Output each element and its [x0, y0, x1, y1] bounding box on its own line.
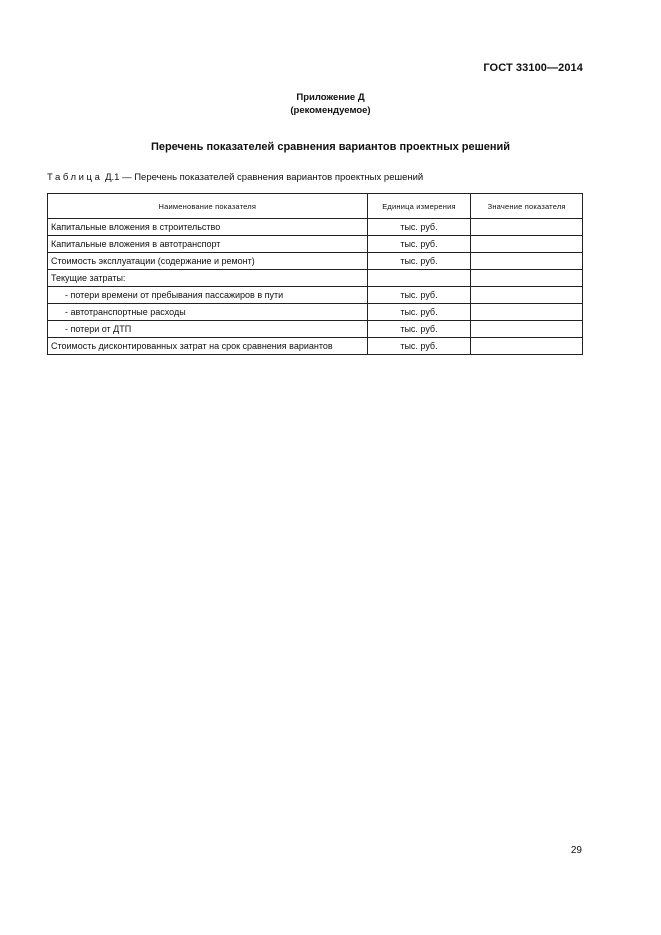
- row-name: Текущие затраты:: [48, 270, 368, 287]
- column-header-name: Наименование показателя: [48, 194, 368, 219]
- row-value: [471, 219, 583, 236]
- row-unit: [367, 270, 471, 287]
- row-unit: тыс. руб.: [367, 338, 471, 355]
- appendix-block: [0, 91, 661, 117]
- row-unit: тыс. руб.: [367, 287, 471, 304]
- table-row: [48, 321, 583, 338]
- appendix-title: Приложение Д: [296, 92, 365, 103]
- column-header-value: Значение показателя: [471, 194, 583, 219]
- appendix-status: (рекомендуемое): [290, 105, 371, 116]
- row-name: Стоимость эксплуатации (содержание и ремонт): [48, 253, 368, 270]
- row-unit: тыс. руб.: [367, 304, 471, 321]
- row-value: [471, 236, 583, 253]
- table-row: [48, 270, 583, 287]
- row-name: - автотранспортные расходы: [48, 304, 368, 321]
- row-value: [471, 338, 583, 355]
- table-row: [48, 338, 583, 355]
- section-heading: Перечень показателей сравнения вариантов проектных решений: [150, 141, 511, 153]
- row-unit: тыс. руб.: [367, 219, 471, 236]
- table-caption-label: Таблица: [47, 172, 103, 183]
- table-header-row: [48, 194, 583, 219]
- indicators-table: [47, 193, 583, 355]
- table-row: [48, 287, 583, 304]
- table-row: [48, 304, 583, 321]
- table-row: [48, 236, 583, 253]
- table-row: [48, 253, 583, 270]
- page-number: 29: [570, 845, 582, 856]
- table-caption-text: Д.1 — Перечень показателей сравнения вариантов проектных решений: [102, 172, 424, 183]
- table-row: [48, 219, 583, 236]
- row-value: [471, 321, 583, 338]
- row-value: [471, 304, 583, 321]
- row-name: Капитальные вложения в автотранспорт: [48, 236, 368, 253]
- row-name: - потери от ДТП: [48, 321, 368, 338]
- column-header-unit: Единица измерения: [367, 194, 471, 219]
- row-name: Стоимость дисконтированных затрат на срок сравнения вариантов: [48, 338, 368, 355]
- row-unit: тыс. руб.: [367, 253, 471, 270]
- row-unit: тыс. руб.: [367, 236, 471, 253]
- table-caption: [47, 172, 423, 183]
- row-name: - потери времени от пребывания пассажиров в пути: [48, 287, 368, 304]
- row-value: [471, 253, 583, 270]
- standard-code: ГОСТ 33100—2014: [483, 62, 583, 74]
- row-unit: тыс. руб.: [367, 321, 471, 338]
- row-value: [471, 287, 583, 304]
- row-value: [471, 270, 583, 287]
- row-name: Капитальные вложения в строительство: [48, 219, 368, 236]
